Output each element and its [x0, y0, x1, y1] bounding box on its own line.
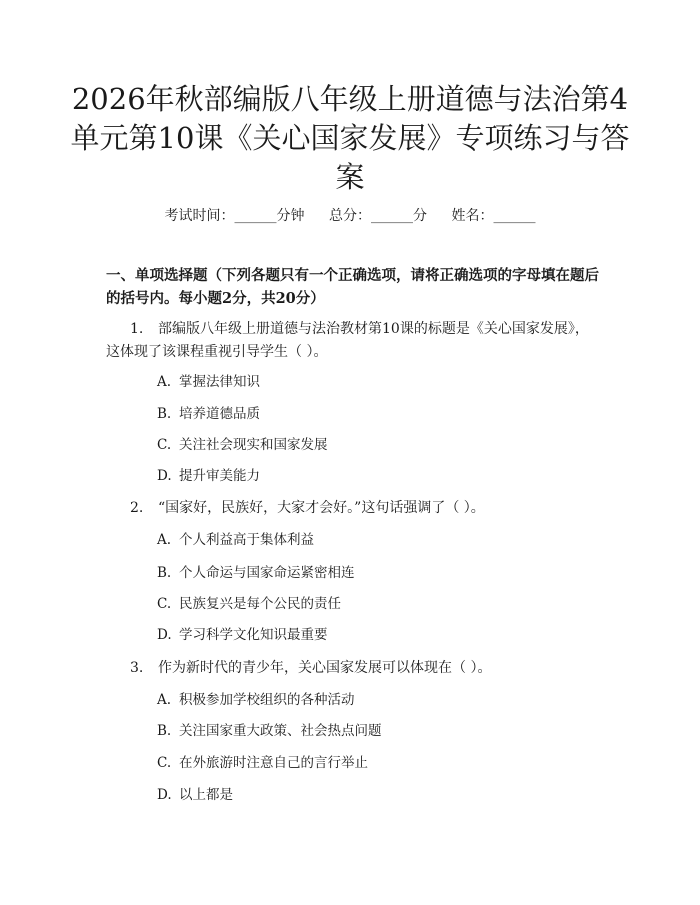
- option-letter: D.: [157, 468, 172, 484]
- option-letter: A.: [157, 692, 172, 708]
- option-3c: [157, 753, 368, 773]
- option-1a: [157, 372, 260, 392]
- option-3d: [157, 785, 233, 805]
- option-text: 学习科学文化知识最重要: [179, 627, 328, 643]
- question-number: 3.: [130, 660, 144, 676]
- option-2c: [157, 594, 341, 614]
- option-text: 在外旅游时注意自己的言行举止: [179, 755, 368, 771]
- option-1b: [157, 404, 260, 424]
- option-letter: C.: [157, 755, 172, 771]
- option-text: 提升审美能力: [179, 468, 260, 484]
- option-1c: [157, 435, 328, 455]
- question-stem: 部编版八年级上册道德与法治教材第10课的标题是《关心国家发展》，这体现了该课程重视引导学生（ ）。: [106, 321, 589, 360]
- exam-time: 考试时间：______分钟: [164, 208, 305, 224]
- option-letter: B.: [157, 723, 172, 739]
- option-text: 以上都是: [179, 787, 233, 803]
- option-2d: [157, 625, 328, 645]
- option-3a: [157, 690, 355, 710]
- option-text: 个人利益高于集体利益: [179, 532, 314, 548]
- question-number: 1.: [130, 321, 144, 337]
- option-text: 积极参加学校组织的各种活动: [179, 692, 355, 708]
- question-3: [106, 657, 600, 680]
- option-3b: [157, 721, 382, 741]
- section-heading: 一、单项选择题（下列各题只有一个正确选项，请将正确选项的字母填在题后的括号内。每小题2分，共20分）: [106, 267, 599, 307]
- option-letter: B.: [157, 406, 172, 422]
- option-text: 关注国家重大政策、社会热点问题: [179, 723, 382, 739]
- question-1: [106, 318, 600, 364]
- option-text: 个人命运与国家命运紧密相连: [179, 565, 355, 581]
- student-name: 姓名：______: [451, 208, 536, 224]
- option-1d: [157, 466, 260, 486]
- question-stem: “国家好，民族好，大家才会好。”这句话强调了（ ）。: [158, 500, 485, 516]
- option-2b: [157, 563, 355, 583]
- option-letter: D.: [157, 787, 172, 803]
- option-text: 关注社会现实和国家发展: [179, 437, 328, 453]
- option-2a: [157, 530, 314, 550]
- exam-meta: [0, 206, 700, 226]
- option-letter: D.: [157, 627, 172, 643]
- option-letter: B.: [157, 565, 172, 581]
- question-stem: 作为新时代的青少年，关心国家发展可以体现在（ ）。: [158, 660, 492, 676]
- option-text: 掌握法律知识: [179, 374, 260, 390]
- option-letter: A.: [157, 532, 172, 548]
- question-2: [106, 497, 600, 520]
- total-score: 总分：______分: [329, 208, 427, 224]
- option-letter: C.: [157, 437, 172, 453]
- question-number: 2.: [130, 500, 144, 516]
- document-title: 2026年秋部编版八年级上册道德与法治第4单元第10课《关心国家发展》专项练习与答案: [70, 82, 630, 194]
- option-letter: C.: [157, 596, 172, 612]
- option-letter: A.: [157, 374, 172, 390]
- option-text: 培养道德品质: [179, 406, 260, 422]
- option-text: 民族复兴是每个公民的责任: [179, 596, 341, 612]
